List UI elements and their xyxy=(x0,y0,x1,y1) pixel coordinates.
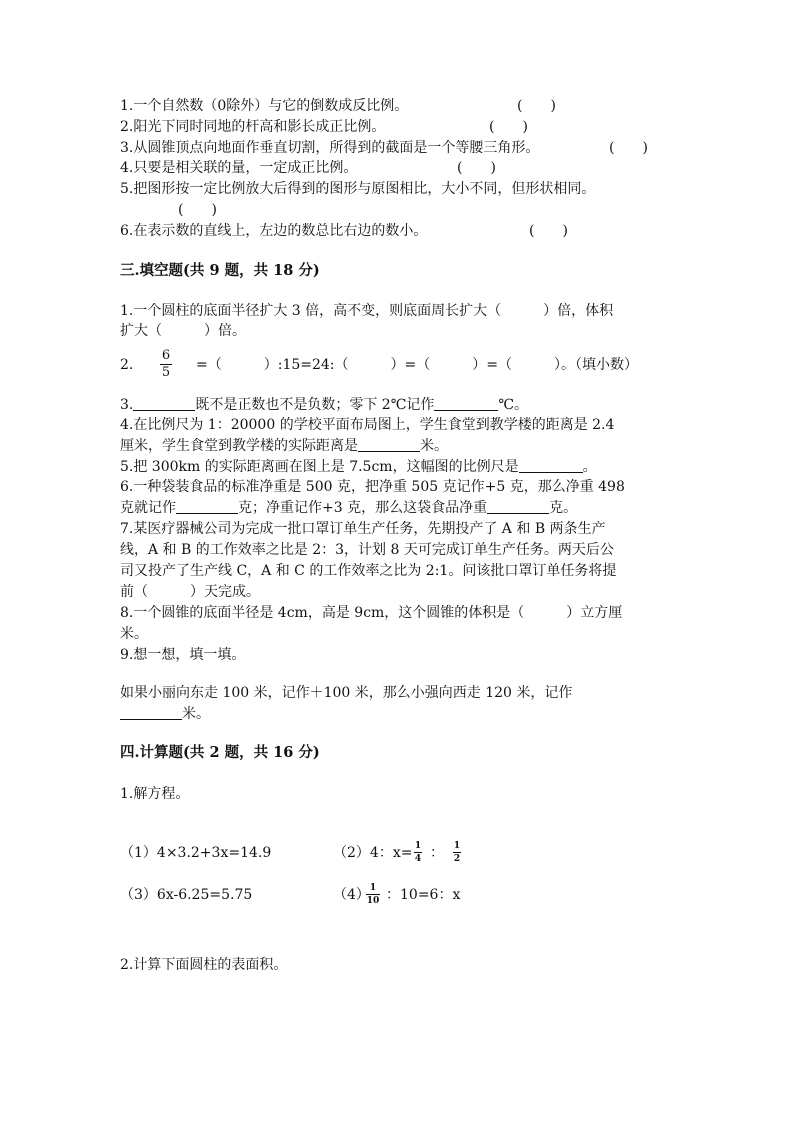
fraction-numerator: 1 xyxy=(414,841,422,851)
fraction-one-quarter xyxy=(414,841,422,864)
fill-q9-line3 xyxy=(120,704,210,724)
answer-blank[interactable] xyxy=(120,705,182,720)
answer-paren[interactable]: ( ) xyxy=(457,160,496,176)
fraction-one-half xyxy=(453,841,461,864)
fill-q2-prefix: 2. xyxy=(120,357,134,373)
answer-blank[interactable] xyxy=(487,499,549,514)
fill-q6-unit: 克。 xyxy=(549,500,578,516)
calc-q2: 2.计算下面圆柱的表面积。 xyxy=(120,957,288,973)
equation-4-rest: ：10=6：x xyxy=(386,887,461,903)
fraction-six-fifths xyxy=(160,349,172,380)
fill-q5-text: 5.把 300km 的实际距离画在图上是 7.5cm，这幅图的比例尺是 xyxy=(120,459,519,475)
answer-paren[interactable]: ( ) xyxy=(489,119,528,135)
judge-item-5: 5.把图形按一定比例放大后得到的图形与原图相比，大小不同，但形状相同。 xyxy=(120,181,596,197)
answer-paren[interactable]: ( ) xyxy=(529,223,568,239)
section-heading-fill: 三.填空题(共 9 题，共 18 分) xyxy=(120,262,320,279)
fill-q6-line2 xyxy=(120,498,577,518)
fill-q7-line3: 司又投产了生产线 C，A 和 C 的工作效率之比为 2:1。问该批口罩订单任务将提 xyxy=(120,563,617,579)
equation-1: （1）4×3.2+3x=14.9 xyxy=(120,845,272,861)
fill-q3-text: 既不是正数也不是负数；零下 2℃记作 xyxy=(195,397,435,413)
fill-q1-line2: 扩大（ ）倍。 xyxy=(120,323,246,339)
answer-blank[interactable] xyxy=(434,396,498,411)
judge-item-6: 6.在表示数的直线上，左边的数总比右边的数小。 xyxy=(120,223,428,239)
equation-4-prefix: （4） xyxy=(333,887,370,903)
equation-2-prefix: （2）4：x= xyxy=(333,845,413,861)
fill-q3 xyxy=(120,395,528,415)
fill-q7-line4: 前（ ）天完成。 xyxy=(120,584,260,600)
fill-q8-line2: 米。 xyxy=(120,626,148,642)
fill-q7-line1: 7.某医疗器械公司为完成一批口罩订单生产任务，先期投产了 A 和 B 两条生产 xyxy=(120,521,606,537)
judge-item-3: 3.从圆锥顶点向地面作垂直切割，所得到的截面是一个等腰三角形。 xyxy=(120,140,540,156)
calc-q1: 1.解方程。 xyxy=(120,786,190,802)
fraction-bar xyxy=(414,852,422,853)
fill-q7-line2: 线，A 和 B 的工作效率之比是 2：3，计划 8 天可完成订单生产任务。两天后公 xyxy=(120,542,614,558)
answer-paren[interactable]: ( ) xyxy=(517,98,556,114)
answer-blank[interactable] xyxy=(176,499,238,514)
fill-q2-rest: =（ ）:15=24:（ ）=（ ）=（ ）。（填小数） xyxy=(196,357,638,373)
fill-q4-unit: 米。 xyxy=(420,438,448,454)
answer-blank[interactable] xyxy=(133,396,195,411)
fraction-one-tenth xyxy=(366,883,380,906)
answer-paren[interactable]: ( ) xyxy=(609,140,648,156)
fill-q9-unit: 米。 xyxy=(182,706,210,722)
equation-3: （3）6x-6.25=5.75 xyxy=(120,887,253,903)
fill-q3-unit: ℃。 xyxy=(498,397,529,413)
answer-blank[interactable] xyxy=(358,437,420,452)
fill-q4-line1: 4.在比例尺为 1：20000 的学校平面布局图上，学生食堂到教学楼的距离是 2.4 xyxy=(120,417,615,433)
fraction-denominator: 2 xyxy=(453,854,461,864)
section-heading-calc: 四.计算题(共 2 题，共 16 分) xyxy=(120,744,320,761)
fill-q4-text: 厘米，学生食堂到教学楼的实际距离是 xyxy=(120,438,358,454)
fill-q6-line1: 6.一种袋装食品的标准净重是 500 克，把净重 505 克记作+5 克，那么净重 498 xyxy=(120,479,625,495)
equation-2-colon: ： xyxy=(430,845,444,861)
fill-q8-line1: 8.一个圆锥的底面半径是 4cm，高是 9cm，这个圆锥的体积是（ ）立方厘 xyxy=(120,605,623,621)
fraction-denominator: 10 xyxy=(366,896,380,906)
fill-q9-line1: 9.想一想，填一填。 xyxy=(120,647,246,663)
fill-q1-line1: 1.一个圆柱的底面半径扩大 3 倍，高不变，则底面周长扩大（ ）倍，体积 xyxy=(120,303,614,319)
judge-item-2: 2.阳光下同时同地的杆高和影长成正比例。 xyxy=(120,119,386,135)
fraction-numerator: 1 xyxy=(453,841,461,851)
fraction-numerator: 6 xyxy=(161,348,171,363)
fill-q4-line2 xyxy=(120,436,448,456)
fraction-denominator: 5 xyxy=(161,365,171,380)
fill-q6-text-b: 克；净重记作+3 克，那么这袋食品净重 xyxy=(238,500,488,516)
fill-q5-end: 。 xyxy=(582,459,597,475)
fill-q5 xyxy=(120,457,597,477)
fraction-bar xyxy=(366,894,380,895)
judge-item-1: 1.一个自然数（0除外）与它的倒数成反比例。 xyxy=(120,98,409,114)
fraction-bar xyxy=(453,852,461,853)
fraction-numerator: 1 xyxy=(369,883,377,893)
answer-blank[interactable] xyxy=(519,458,583,473)
fraction-denominator: 4 xyxy=(414,854,422,864)
fill-q6-text-a: 克就记作 xyxy=(120,500,176,516)
answer-paren[interactable]: ( ) xyxy=(178,202,217,218)
judge-item-4: 4.只要是相关联的量，一定成正比例。 xyxy=(120,160,358,176)
fill-q3-number: 3. xyxy=(120,397,134,413)
fill-q9-line2: 如果小丽向东走 100 米，记作＋100 米，那么小强向西走 120 米，记作 xyxy=(120,685,573,701)
